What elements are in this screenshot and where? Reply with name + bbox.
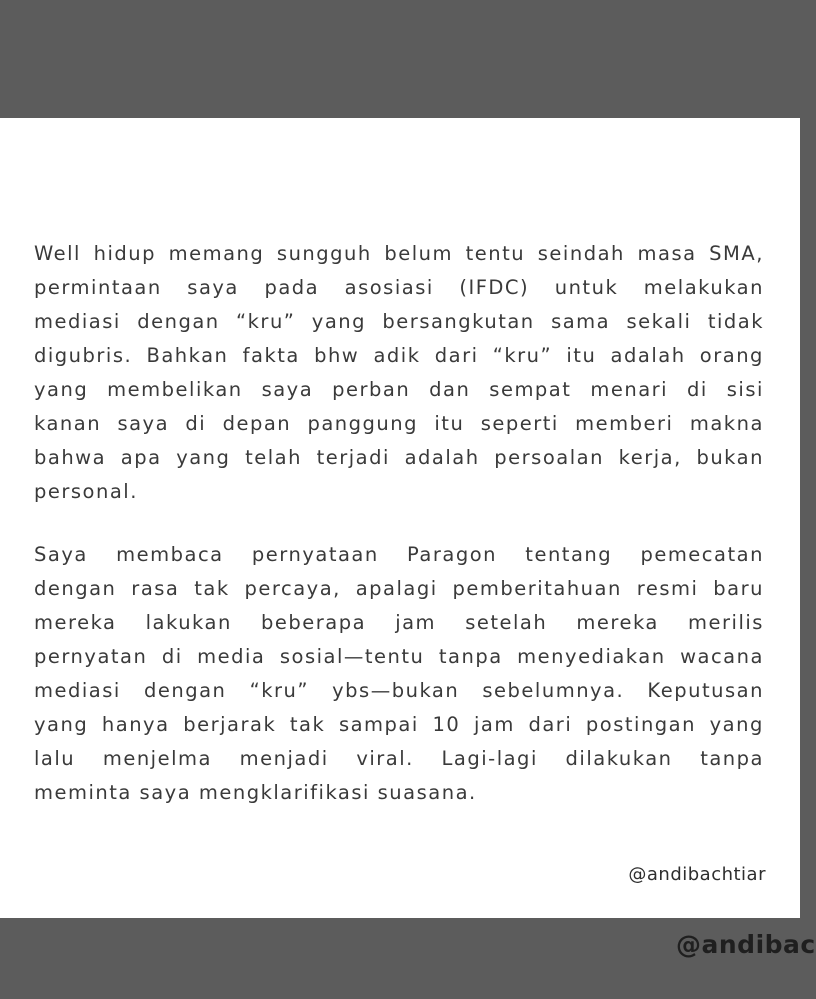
author-signature: @andibachtiar — [628, 864, 766, 885]
paragraph-2-line-6: yang hanya berjarak tak sampai 10 jam dari postingan yang — [34, 713, 764, 736]
top-letterbox-bar — [0, 0, 800, 118]
paragraph-1-line-7: bahwa apa yang telah terjadi adalah persoalan kerja, bukan — [34, 446, 764, 469]
paragraph-1-line-5: yang membelikan saya perban dan sempat menari di sisi — [34, 378, 764, 401]
bottom-letterbox-bar — [0, 918, 816, 999]
watermark-handle: @andibac — [676, 930, 816, 959]
paragraph-2-line-5: mediasi dengan “kru” ybs—bukan sebelumnya. Keputusan — [34, 679, 764, 702]
paragraph-1-line-6: kanan saya di depan panggung itu seperti memberi makna — [34, 412, 764, 435]
paragraph-1-line-1: Well hidup memang sungguh belum tentu seindah masa SMA, — [34, 242, 764, 265]
paragraph-2-line-2: dengan rasa tak percaya, apalagi pemberitahuan resmi baru — [34, 577, 764, 600]
paragraph-2-line-1: Saya membaca pernyataan Paragon tentang pemecatan — [34, 543, 764, 566]
paragraph-1-line-8: personal. — [34, 480, 138, 503]
paragraph-2 — [34, 538, 764, 810]
paragraph-1-line-2: permintaan saya pada asosiasi (IFDC) untuk melakukan — [34, 276, 764, 299]
paragraph-2-line-7: lalu menjelma menjadi viral. Lagi-lagi dilakukan tanpa — [34, 747, 764, 770]
paragraph-1-line-3: mediasi dengan “kru” yang bersangkutan sama sekali tidak — [34, 310, 764, 333]
paragraph-2-line-3: mereka lakukan beberapa jam setelah mereka merilis — [34, 611, 764, 634]
paragraph-2-line-4: pernyatan di media sosial—tentu tanpa menyediakan wacana — [34, 645, 764, 668]
paragraph-2-line-8: meminta saya mengklarifikasi suasana. — [34, 781, 477, 804]
paragraph-1-line-4: digubris. Bahkan fakta bhw adik dari “kru” itu adalah orang — [34, 344, 764, 367]
post-card — [0, 118, 800, 918]
paragraph-1 — [34, 237, 764, 509]
